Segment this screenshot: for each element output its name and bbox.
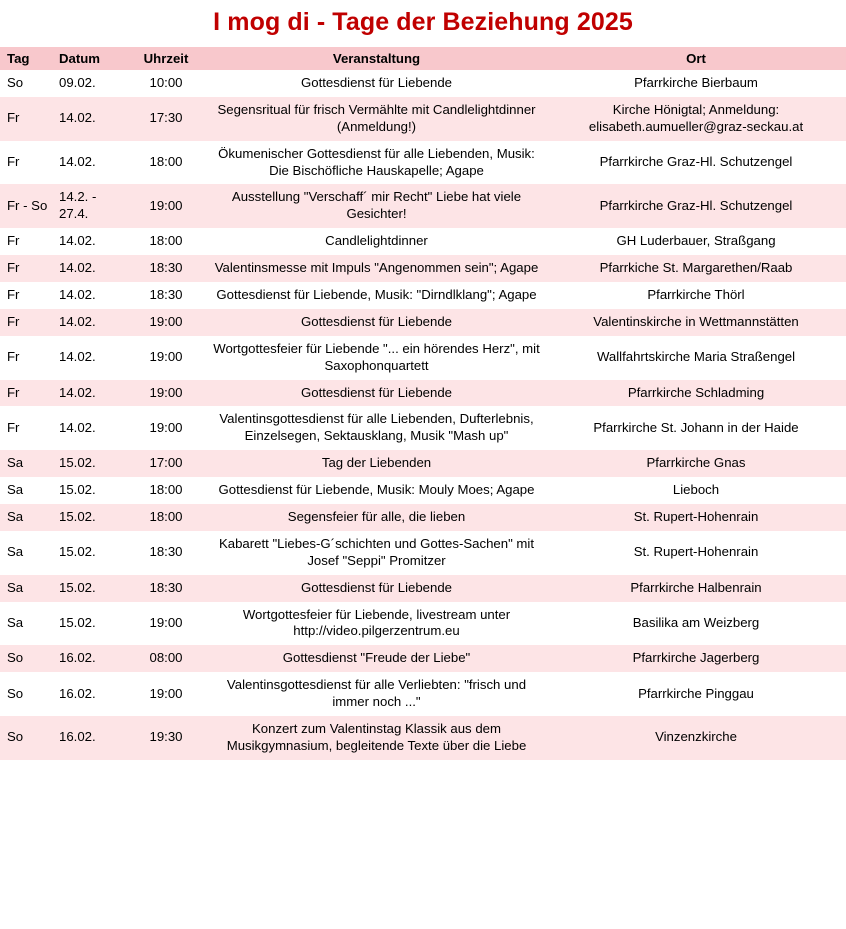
cell-tag: Sa [0,602,52,646]
table-row [0,672,846,716]
cell-uhrzeit: 17:00 [125,450,207,477]
cell-tag: So [0,716,52,760]
cell-tag: Fr [0,336,52,380]
cell-datum: 14.02. [52,255,125,282]
cell-ort: Pfarrkiche St. Margarethen/Raab [546,255,846,282]
cell-veranstaltung: Gottesdienst für Liebende [207,380,546,407]
cell-veranstaltung: Valentinsgottesdienst für alle Liebenden, Dufterlebnis, Einzelsegen, Sektausklang, Musik "Mash up" [207,406,546,450]
cell-ort: Lieboch [546,477,846,504]
cell-ort: Pfarrkirche Jagerberg [546,645,846,672]
column-header-datum: Datum [52,47,125,70]
cell-ort: Wallfahrtskirche Maria Straßengel [546,336,846,380]
cell-tag: Fr [0,97,52,141]
cell-veranstaltung: Konzert zum Valentinstag Klassik aus dem Musikgymnasium, begleitende Texte über die Liebe [207,716,546,760]
table-row [0,97,846,141]
cell-veranstaltung: Gottesdienst für Liebende [207,309,546,336]
table-row [0,255,846,282]
cell-ort: Pfarrkirche Gnas [546,450,846,477]
cell-ort: St. Rupert-Hohenrain [546,531,846,575]
cell-ort: Valentinskirche in Wettmannstätten [546,309,846,336]
table-row [0,602,846,646]
table-header [0,47,846,70]
cell-datum: 15.02. [52,504,125,531]
table-row [0,228,846,255]
events-table [0,47,846,760]
cell-veranstaltung: Segensfeier für alle, die lieben [207,504,546,531]
cell-veranstaltung: Ökumenischer Gottesdienst für alle Liebenden, Musik: Die Bischöfliche Hauskapelle; Agape [207,141,546,185]
cell-veranstaltung: Gottesdienst für Liebende, Musik: Mouly Moes; Agape [207,477,546,504]
cell-datum: 14.02. [52,309,125,336]
table-row [0,504,846,531]
cell-datum: 14.2. - 27.4. [52,184,125,228]
cell-uhrzeit: 19:00 [125,672,207,716]
cell-datum: 16.02. [52,672,125,716]
cell-uhrzeit: 19:00 [125,602,207,646]
column-header-tag: Tag [0,47,52,70]
cell-uhrzeit: 18:30 [125,255,207,282]
table-row [0,716,846,760]
cell-uhrzeit: 18:30 [125,282,207,309]
cell-veranstaltung: Ausstellung "Verschaff´ mir Recht" Liebe hat viele Gesichter! [207,184,546,228]
cell-veranstaltung: Tag der Liebenden [207,450,546,477]
table-row [0,531,846,575]
cell-ort: Pfarrkirche Bierbaum [546,70,846,97]
cell-tag: Fr [0,228,52,255]
cell-datum: 14.02. [52,336,125,380]
cell-tag: So [0,645,52,672]
cell-datum: 15.02. [52,477,125,504]
cell-uhrzeit: 18:30 [125,531,207,575]
table-row [0,477,846,504]
column-header-ort: Ort [546,47,846,70]
cell-veranstaltung: Gottesdienst für Liebende [207,70,546,97]
cell-veranstaltung: Valentinsmesse mit Impuls "Angenommen sein"; Agape [207,255,546,282]
cell-ort: Pfarrkirche Schladming [546,380,846,407]
cell-veranstaltung: Valentinsgottesdienst für alle Verliebten: "frisch und immer noch ..." [207,672,546,716]
table-row [0,380,846,407]
table-row [0,309,846,336]
cell-veranstaltung: Segensritual für frisch Vermählte mit Candlelightdinner (Anmeldung!) [207,97,546,141]
cell-uhrzeit: 18:30 [125,575,207,602]
cell-datum: 16.02. [52,645,125,672]
cell-datum: 09.02. [52,70,125,97]
cell-veranstaltung: Gottesdienst "Freude der Liebe" [207,645,546,672]
cell-ort: GH Luderbauer, Straßgang [546,228,846,255]
cell-tag: Fr - So [0,184,52,228]
cell-veranstaltung: Gottesdienst für Liebende, Musik: "Dirndlklang"; Agape [207,282,546,309]
table-row [0,406,846,450]
cell-ort: Pfarrkirche Thörl [546,282,846,309]
cell-tag: Fr [0,380,52,407]
cell-datum: 14.02. [52,97,125,141]
column-header-veranstaltung: Veranstaltung [207,47,546,70]
cell-tag: Sa [0,477,52,504]
cell-tag: So [0,70,52,97]
cell-veranstaltung: Wortgottesfeier für Liebende, livestream unter http://video.pilgerzentrum.eu [207,602,546,646]
cell-veranstaltung: Kabarett "Liebes-G´schichten und Gottes-Sachen" mit Josef "Seppi" Promitzer [207,531,546,575]
cell-tag: Sa [0,531,52,575]
table-row [0,184,846,228]
table-header-row [0,47,846,70]
cell-datum: 14.02. [52,141,125,185]
cell-ort: Pfarrkirche Halbenrain [546,575,846,602]
cell-uhrzeit: 18:00 [125,228,207,255]
cell-tag: Fr [0,255,52,282]
cell-tag: Sa [0,450,52,477]
cell-ort: Pfarrkirche Graz-Hl. Schutzengel [546,184,846,228]
cell-ort: Pfarrkirche Graz-Hl. Schutzengel [546,141,846,185]
cell-ort: Kirche Hönigtal; Anmeldung: elisabeth.aumueller@graz-seckau.at [546,97,846,141]
cell-tag: Fr [0,282,52,309]
cell-veranstaltung: Wortgottesfeier für Liebende "... ein hörendes Herz", mit Saxophonquartett [207,336,546,380]
cell-uhrzeit: 19:00 [125,380,207,407]
cell-datum: 14.02. [52,406,125,450]
cell-tag: Fr [0,406,52,450]
cell-tag: So [0,672,52,716]
table-row [0,575,846,602]
table-row [0,336,846,380]
table-row [0,645,846,672]
cell-veranstaltung: Gottesdienst für Liebende [207,575,546,602]
cell-veranstaltung: Candlelightdinner [207,228,546,255]
table-row [0,282,846,309]
cell-datum: 14.02. [52,282,125,309]
cell-uhrzeit: 10:00 [125,70,207,97]
cell-datum: 15.02. [52,575,125,602]
cell-datum: 16.02. [52,716,125,760]
cell-tag: Sa [0,504,52,531]
table-row [0,141,846,185]
cell-uhrzeit: 18:00 [125,477,207,504]
cell-uhrzeit: 18:00 [125,141,207,185]
cell-datum: 15.02. [52,531,125,575]
cell-uhrzeit: 19:30 [125,716,207,760]
cell-datum: 14.02. [52,380,125,407]
cell-tag: Fr [0,309,52,336]
cell-uhrzeit: 19:00 [125,336,207,380]
cell-uhrzeit: 08:00 [125,645,207,672]
cell-ort: Vinzenzkirche [546,716,846,760]
cell-uhrzeit: 19:00 [125,184,207,228]
cell-datum: 15.02. [52,450,125,477]
table-body [0,70,846,760]
cell-datum: 15.02. [52,602,125,646]
cell-uhrzeit: 18:00 [125,504,207,531]
cell-uhrzeit: 19:00 [125,406,207,450]
column-header-uhrzeit: Uhrzeit [125,47,207,70]
page-title: I mog di - Tage der Beziehung 2025 [213,8,633,36]
cell-tag: Fr [0,141,52,185]
cell-ort: Pfarrkirche St. Johann in der Haide [546,406,846,450]
cell-ort: Pfarrkirche Pinggau [546,672,846,716]
table-row [0,70,846,97]
cell-ort: Basilika am Weizberg [546,602,846,646]
table-row [0,450,846,477]
cell-ort: St. Rupert-Hohenrain [546,504,846,531]
cell-tag: Sa [0,575,52,602]
cell-datum: 14.02. [52,228,125,255]
cell-uhrzeit: 19:00 [125,309,207,336]
cell-uhrzeit: 17:30 [125,97,207,141]
